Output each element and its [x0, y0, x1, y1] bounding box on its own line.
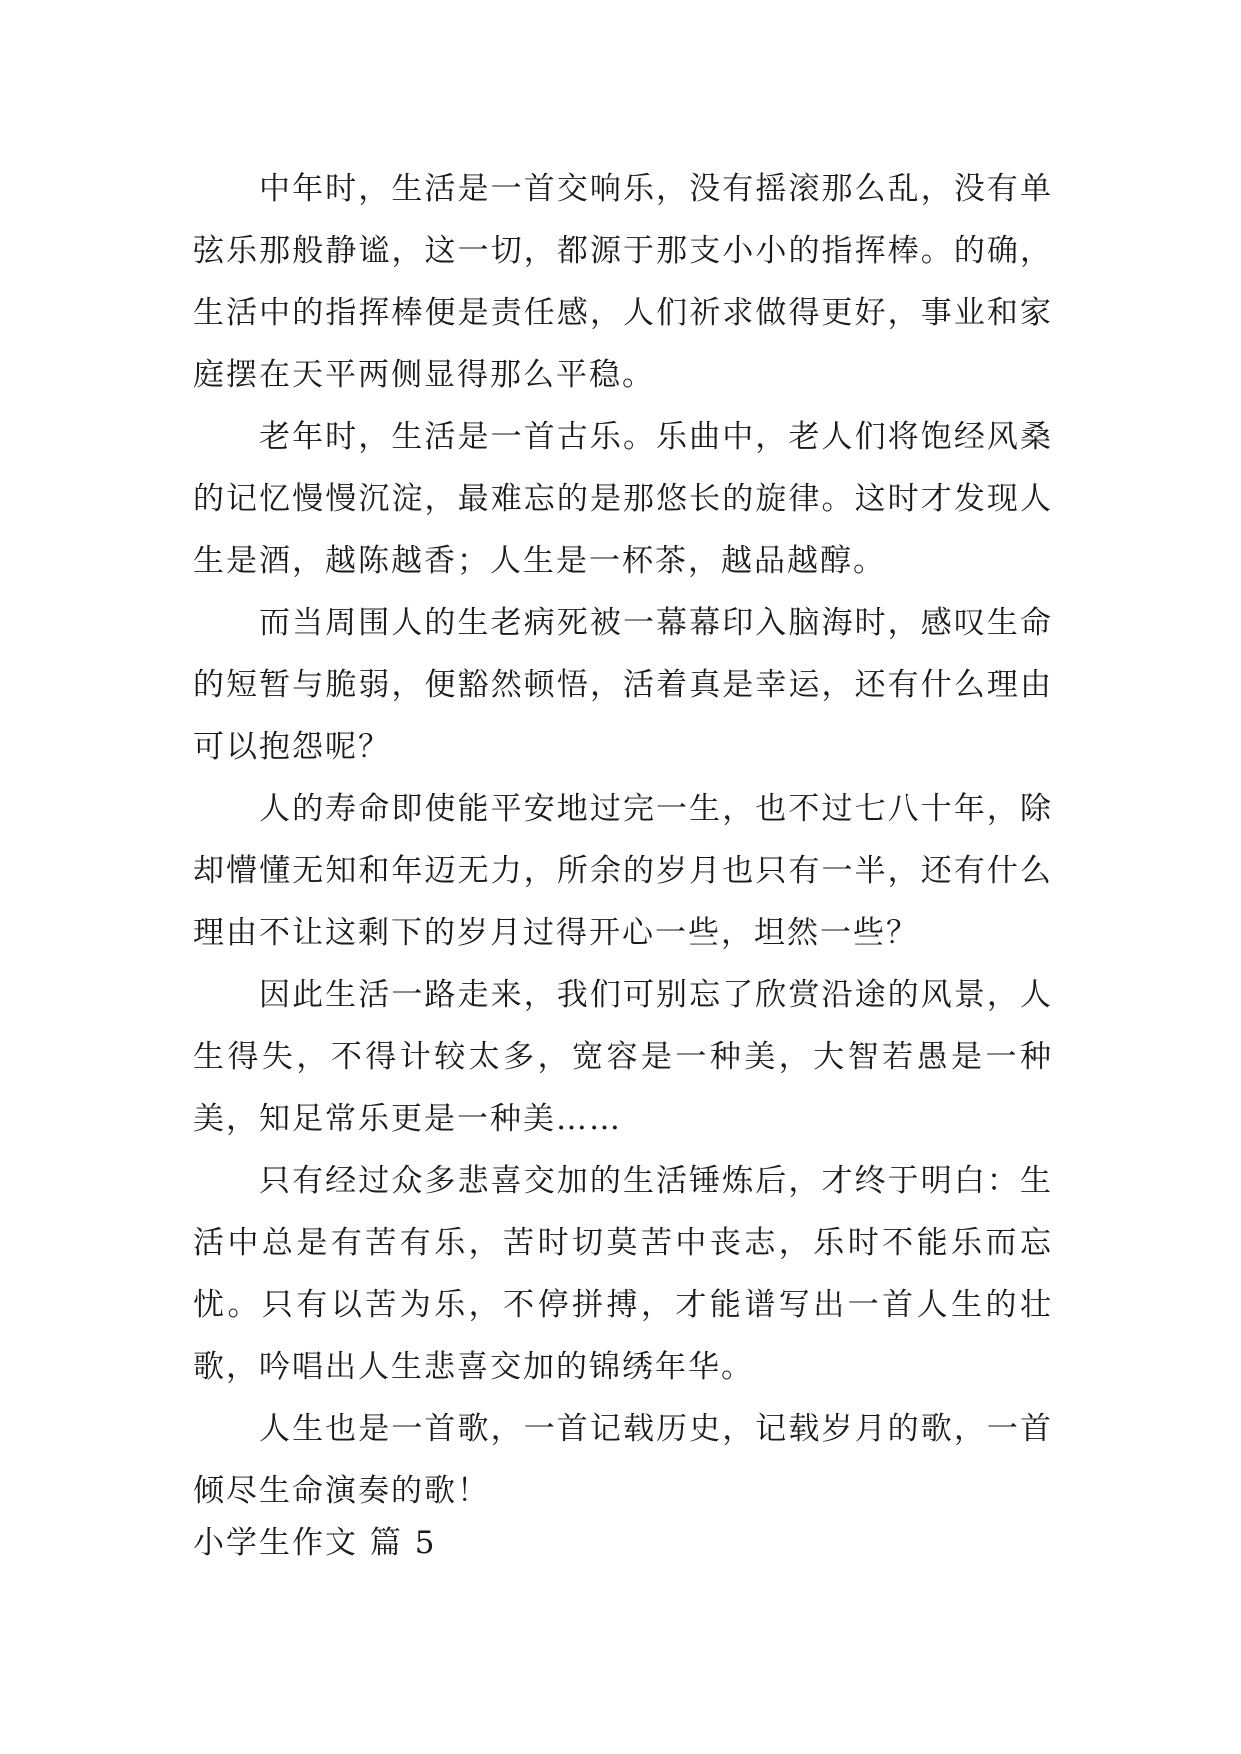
paragraph-middle-age: 中年时，生活是一首交响乐，没有摇滚那么乱，没有单弦乐那般静谧，这一切，都源于那支小小的指挥棒。的确，生活中的指挥棒便是责任感，人们祈求做得更好，事业和家庭摆在天平两侧显得那么平稳。 — [193, 171, 1053, 393]
paragraph-old-age: 老年时，生活是一首古乐。乐曲中，老人们将饱经风桑的记忆慢慢沉淀，最难忘的是那悠长的旋律。这时才发现人生是酒，越陈越香；人生是一杯茶，越品越醇。 — [193, 419, 1053, 579]
paragraph-life-song: 人生也是一首歌，一首记载历史，记载岁月的歌，一首倾尽生命演奏的歌！ — [193, 1411, 1053, 1509]
paragraph-joy-sorrow: 只有经过众多悲喜交加的生活锤炼后，才终于明白：生活中总是有苦有乐，苦时切莫苦中丧志，乐时不能乐而忘忧。只有以苦为乐，不停拼搏，才能谱写出一首人生的壮歌，吟唱出人生悲喜交加的锦绣年华。 — [193, 1163, 1053, 1385]
section-heading: 小学生作文 篇 5 — [193, 1525, 437, 1561]
essay-body — [193, 158, 1053, 1522]
paragraph-scenery: 因此生活一路走来，我们可别忘了欣赏沿途的风景，人生得失，不得计较太多，宽容是一种美，大智若愚是一种美，知足常乐更是一种美…… — [193, 977, 1053, 1137]
paragraph-life-death: 而当周围人的生老病死被一幕幕印入脑海时，感叹生命的短暂与脆弱，便豁然顿悟，活着真是幸运，还有什么理由可以抱怨呢？ — [193, 605, 1053, 765]
paragraph-lifespan: 人的寿命即使能平安地过完一生，也不过七八十年，除却懵懂无知和年迈无力，所余的岁月也只有一半，还有什么理由不让这剩下的岁月过得开心一些，坦然一些？ — [193, 791, 1053, 951]
